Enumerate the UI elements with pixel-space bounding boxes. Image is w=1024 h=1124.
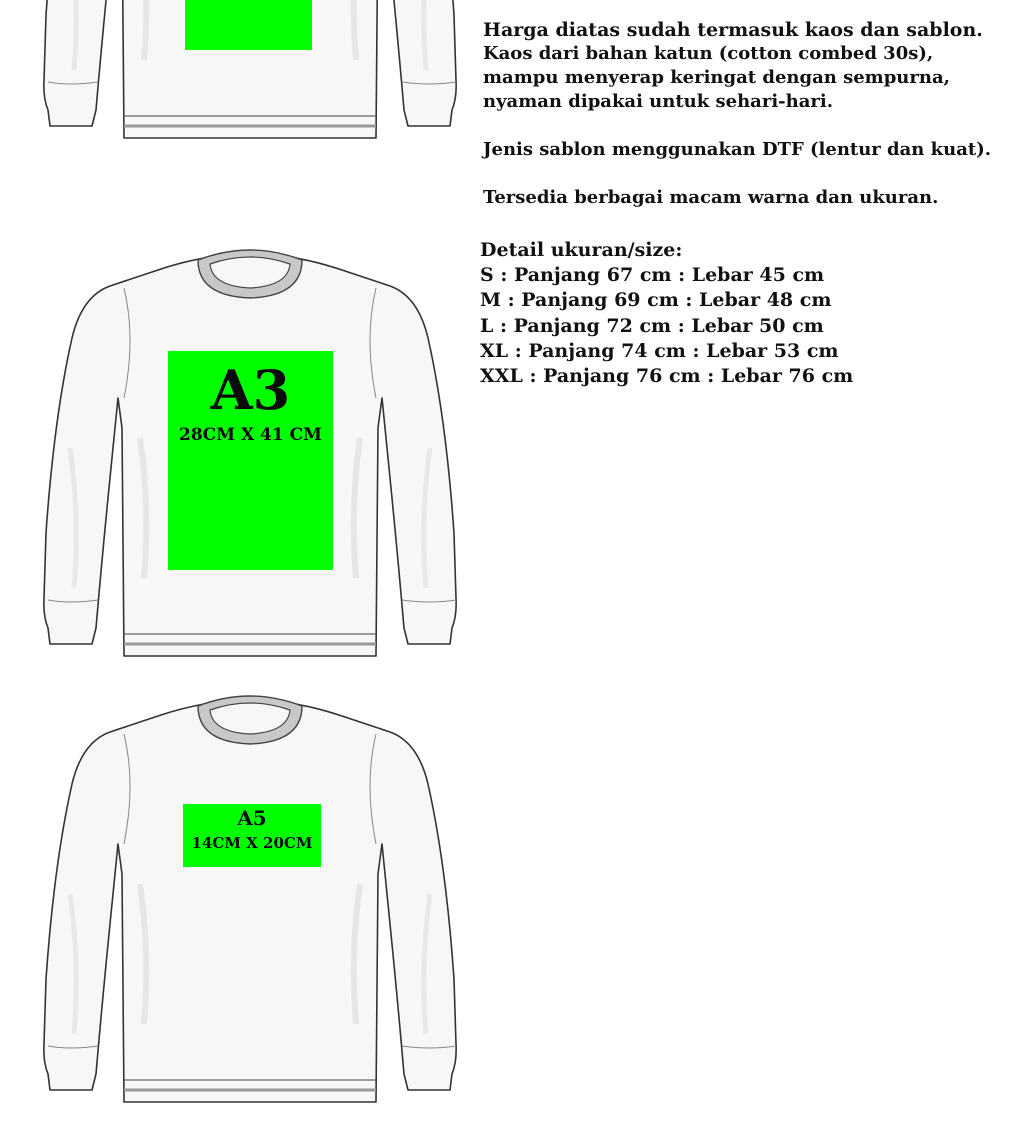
size-detail-heading: Detail ukuran/size:: [480, 239, 683, 261]
print-size-label: A3: [210, 358, 291, 422]
print-size-dimensions: 28CM X 41 CM: [179, 425, 322, 445]
sweatshirt-mockup-top: [40, 0, 460, 160]
print-size-label: A5: [237, 806, 267, 830]
print-area-a3: [168, 351, 333, 570]
description-line: Tersedia berbagai macam warna dan ukuran.: [483, 187, 939, 208]
print-area-green: [185, 0, 312, 50]
description-line: Kaos dari bahan katun (cotton combed 30s),: [483, 43, 934, 64]
print-area-a5: [183, 804, 321, 867]
sweatshirt-mockup-a3: [40, 248, 460, 678]
description-line: Harga diatas sudah termasuk kaos dan sablon.: [483, 19, 983, 41]
description-line: nyaman dipakai untuk sehari-hari.: [483, 91, 833, 112]
sweatshirt-mockup-a5: [40, 694, 460, 1124]
sweatshirt-illustration: [40, 694, 460, 1124]
product-description: [483, 18, 1013, 210]
print-size-dimensions: 14CM X 20CM: [191, 834, 313, 852]
size-row: XL : Panjang 74 cm : Lebar 53 cm: [480, 339, 839, 362]
size-row: M : Panjang 69 cm : Lebar 48 cm: [480, 289, 832, 312]
size-row: L : Panjang 72 cm : Lebar 50 cm: [480, 314, 824, 337]
description-line: mampu menyerap keringat dengan sempurna,: [483, 67, 950, 88]
size-row: S : Panjang 67 cm : Lebar 45 cm: [480, 264, 825, 287]
size-detail: [480, 238, 853, 389]
size-row: XXL : Panjang 76 cm : Lebar 76 cm: [480, 365, 854, 388]
description-line: Jenis sablon menggunakan DTF (lentur dan kuat).: [483, 139, 991, 160]
